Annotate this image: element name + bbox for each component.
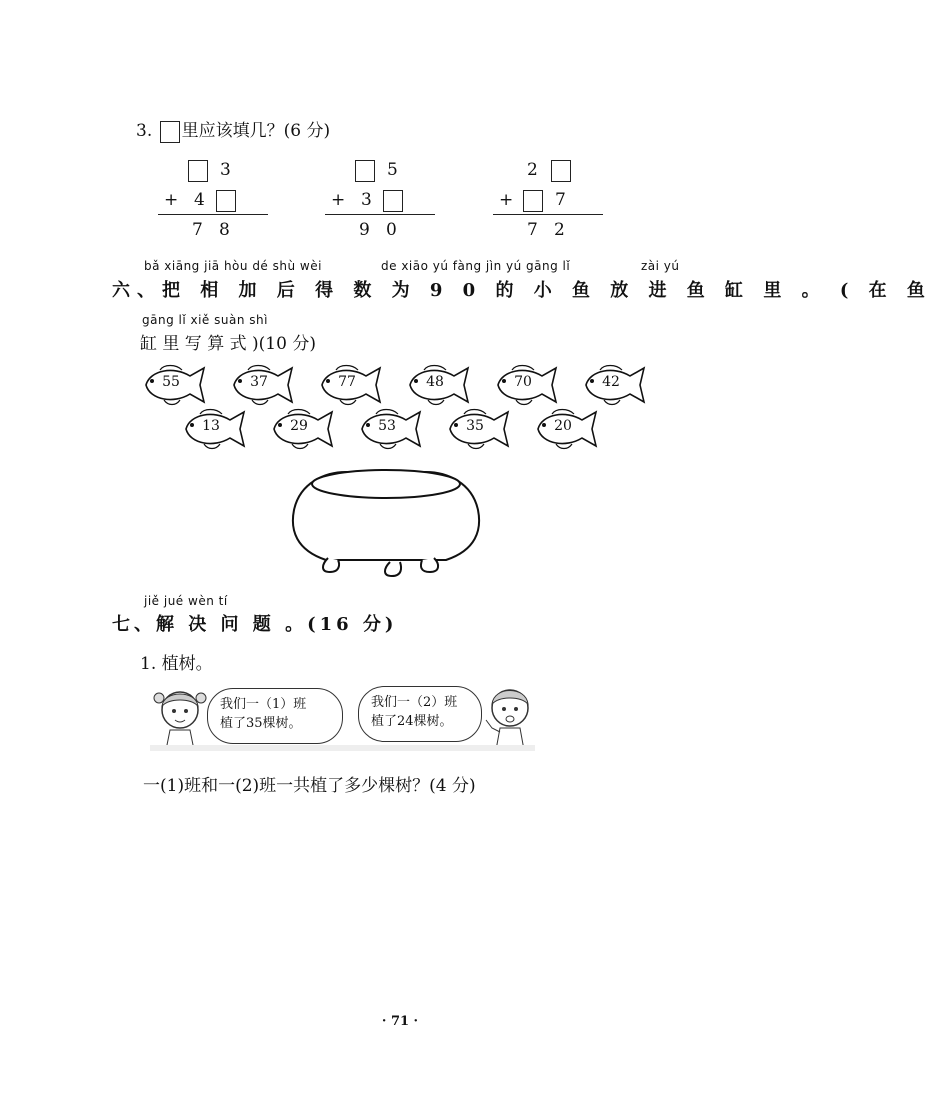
pinyin-line: zài yú — [641, 259, 680, 273]
bubble-line: 我们一（1）班 — [220, 697, 307, 712]
bubble-line: 植了24棵树。 — [371, 714, 453, 729]
digit: 7 — [555, 190, 566, 210]
section-6-subheading: 缸 里 写 算 式 )(10 分) — [140, 334, 316, 354]
answer-box[interactable] — [216, 190, 236, 212]
fish-number: 13 — [202, 418, 220, 434]
fish-bowl[interactable] — [286, 460, 486, 580]
bubble-line: 植了35棵树。 — [220, 716, 302, 731]
girl-illustration — [150, 684, 210, 754]
child-illustration — [478, 680, 538, 754]
section-6-heading: 六、把 相 加 后 得 数 为 9 0 的 小 鱼 放 进 鱼 缸 里 。 ( 在 鱼 — [112, 280, 932, 301]
pinyin-line: bǎ xiāng jiā hòu dé shù wèi — [144, 259, 322, 273]
illustration-ground — [150, 745, 535, 751]
plus-sign: + — [499, 190, 514, 210]
pinyin-line: jiě jué wèn tí — [144, 594, 228, 608]
digit: 5 — [387, 160, 398, 180]
fish-card[interactable] — [492, 362, 564, 408]
fish-number: 77 — [338, 374, 356, 390]
answer-box[interactable] — [160, 121, 180, 143]
bubble-line: 我们一（2）班 — [371, 695, 458, 710]
answer-box[interactable] — [188, 160, 208, 182]
sum-line — [158, 214, 268, 215]
fish-card[interactable] — [356, 406, 428, 452]
fish-number: 20 — [554, 418, 572, 434]
fish-card[interactable] — [268, 406, 340, 452]
fish-number: 42 — [602, 374, 620, 390]
digit: 3 — [361, 190, 372, 210]
section-7-heading: 七、解 决 问 题 。(16 分) — [112, 614, 398, 635]
fish-card[interactable] — [140, 362, 212, 408]
speech-bubble-right — [358, 686, 482, 742]
fish-number: 48 — [426, 374, 444, 390]
question-text: 一(1)班和一(2)班一共植了多少棵树？(4 分) — [143, 776, 476, 796]
sum-result: 9 0 — [359, 220, 397, 240]
plus-sign: + — [331, 190, 346, 210]
question-number: 3. — [136, 121, 153, 141]
question-text: 里应该填几？(6 分) — [181, 121, 331, 141]
fish-card[interactable] — [316, 362, 388, 408]
fish-number: 29 — [290, 418, 308, 434]
fish-number: 55 — [162, 374, 180, 390]
answer-box[interactable] — [383, 190, 403, 212]
speech-bubble-left — [207, 688, 343, 744]
sum-line — [325, 214, 435, 215]
page-number: · 71 · — [381, 1014, 419, 1029]
answer-box[interactable] — [551, 160, 571, 182]
fish-number: 70 — [514, 374, 532, 390]
fish-card[interactable] — [228, 362, 300, 408]
fish-number: 53 — [378, 418, 396, 434]
item-1-title: 1. 植树。 — [140, 654, 213, 674]
answer-box[interactable] — [523, 190, 543, 212]
digit: 3 — [220, 160, 231, 180]
fish-number: 35 — [466, 418, 484, 434]
question-3-title — [136, 116, 330, 143]
pinyin-line: de xiāo yú fàng jìn yú gāng lǐ — [381, 259, 571, 273]
fish-card[interactable] — [444, 406, 516, 452]
digit: 2 — [527, 160, 538, 180]
fish-card[interactable] — [404, 362, 476, 408]
fish-number: 37 — [250, 374, 268, 390]
digit: 4 — [194, 190, 205, 210]
sum-line — [493, 214, 603, 215]
fish-card[interactable] — [580, 362, 652, 408]
answer-box[interactable] — [355, 160, 375, 182]
plus-sign: + — [164, 190, 179, 210]
fish-card[interactable] — [532, 406, 604, 452]
pinyin-line: gāng lǐ xiě suàn shì — [142, 313, 268, 327]
sum-result: 7 8 — [192, 220, 230, 240]
fish-card[interactable] — [180, 406, 252, 452]
sum-result: 7 2 — [527, 220, 565, 240]
